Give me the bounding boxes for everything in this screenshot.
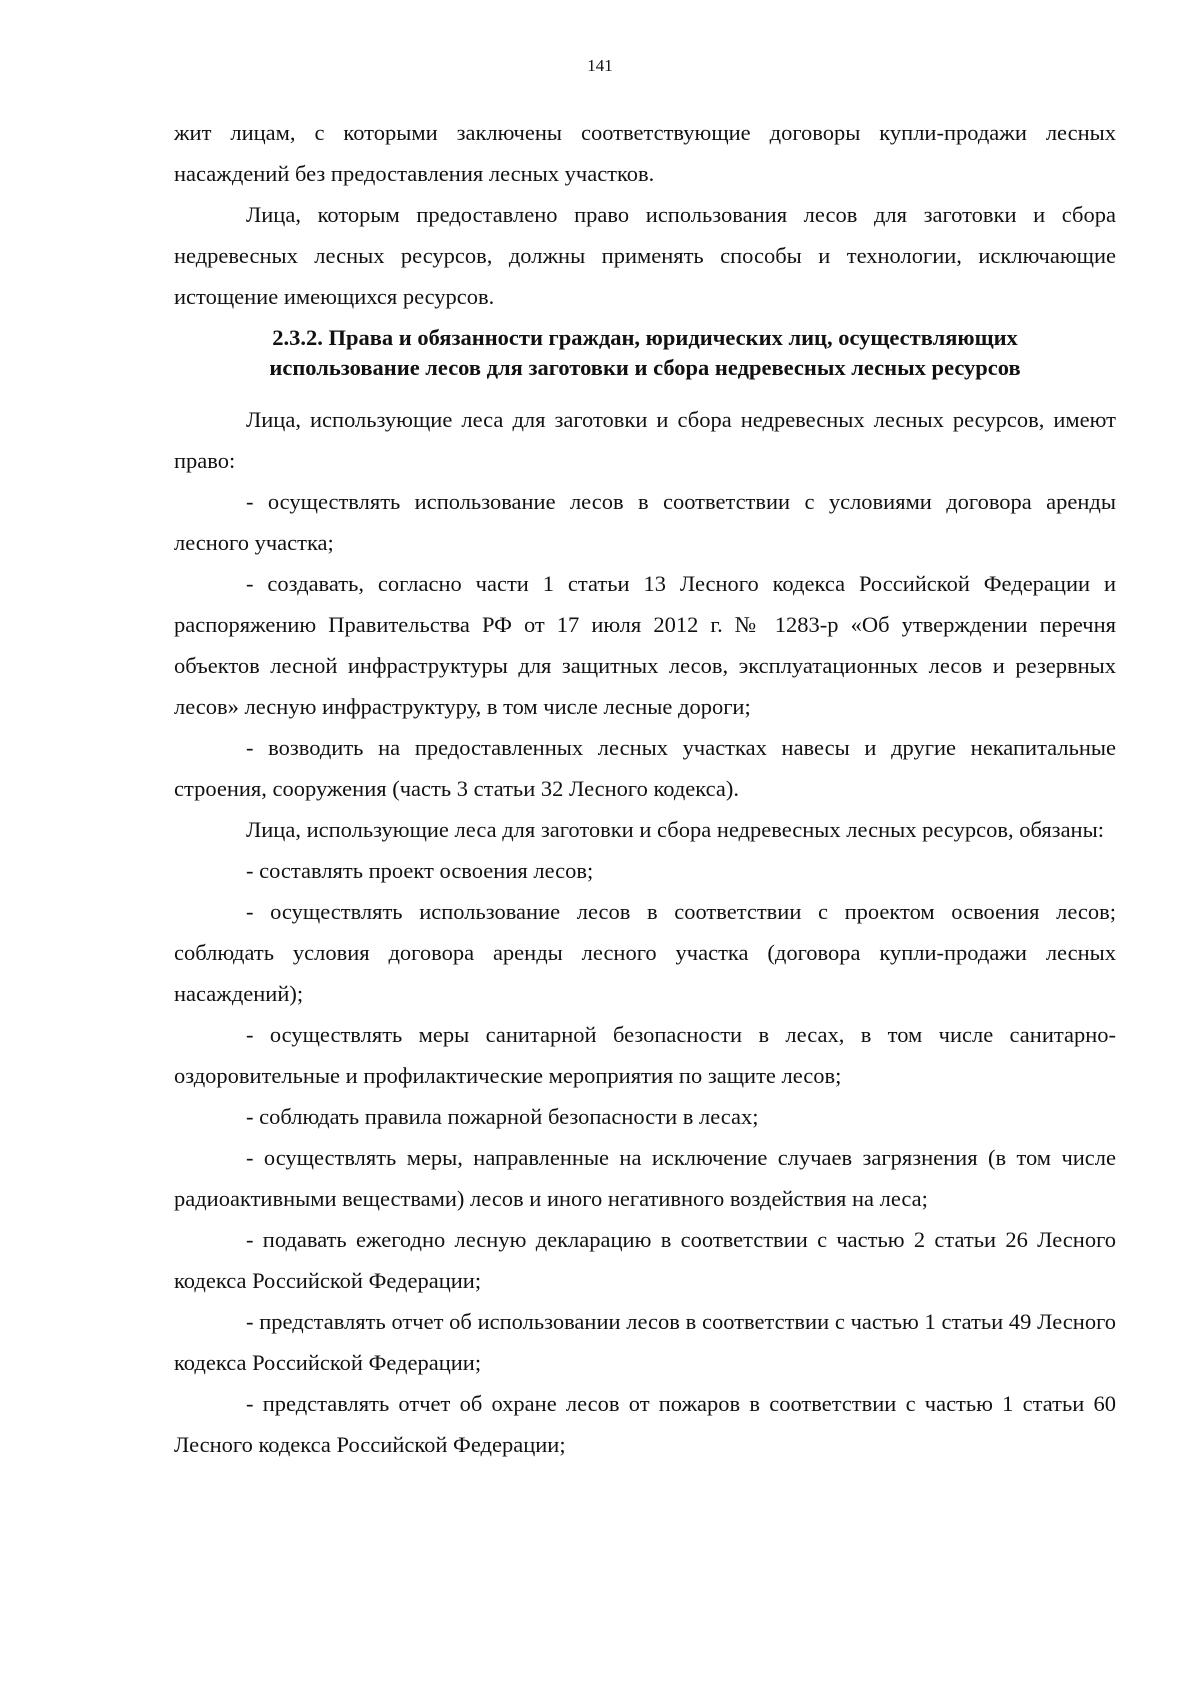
obligations-intro: Лица, использующие леса для заготовки и сбора недревесных лесных ресурсов, обязаны: [246,817,1104,842]
paragraph-continuation: жит лицам, с которыми заключены соответствующие договоры купли-продажи лесных насаждений без предоставления лесных участков. [174,120,1116,186]
obligations-item: - осуществлять меры, направленные на исключение случаев загрязнения (в том числе радиоактивными веществами) лесов и иного негативного воздействия на леса; [174,1145,1116,1211]
obligations-item: - представлять отчет об использовании лесов в соответствии с частью 1 статьи 49 Лесного кодекса Российской Федерации; [174,1309,1116,1375]
section-heading-line-1: 2.3.2. Права и обязанности граждан, юридических лиц, осуществляющих [272,325,1018,350]
rights-item: - возводить на предоставленных лесных участках навесы и другие некапитальные строения, сооружения (часть 3 статьи 32 Лесного кодекса). [174,735,1116,801]
section-heading-line-2: использование лесов для заготовки и сбора недревесных лесных ресурсов [269,355,1021,380]
rights-intro: Лица, использующие леса для заготовки и сбора недревесных лесных ресурсов, имеют право: [174,407,1116,473]
rights-item: - создавать, согласно части 1 статьи 13 Лесного кодекса Российской Федерации и распоряжению Правительства РФ от 17 июля 2012 г. № 1283-р «Об утверждении перечня объектов лесной инфраструктуры для защитных лесов, эксплуатационных лесов и резервных лесов» лесную инфраструктуру, в том числе лесные дороги; [174,571,1116,719]
obligations-item: - осуществлять меры санитарной безопасности в лесах, в том числе санитарно-оздоровительные и профилактические мероприятия по защите лесов; [174,1022,1116,1088]
paragraph-resource-exhaustion: Лица, которым предоставлено право использования лесов для заготовки и сбора недревесных лесных ресурсов, должны применять способы и технологии, исключающие истощение имеющихся ресурсов. [174,202,1116,309]
obligations-item: - осуществлять использование лесов в соответствии с проектом освоения лесов; соблюдать условия договора аренды лесного участка (договора купли-продажи лесных насаждений); [174,899,1116,1006]
page-number: 141 [587,56,613,75]
rights-item: - осуществлять использование лесов в соответствии с условиями договора аренды лесного участка; [174,489,1116,555]
section-heading [174,323,1116,383]
page-content [174,112,1116,1465]
obligations-item: - представлять отчет об охране лесов от пожаров в соответствии с частью 1 статьи 60 Лесного кодекса Российской Федерации; [174,1391,1116,1457]
obligations-item: - соблюдать правила пожарной безопасности в лесах; [246,1104,759,1129]
obligations-item: - подавать ежегодно лесную декларацию в соответствии с частью 2 статьи 26 Лесного кодекса Российской Федерации; [174,1227,1116,1293]
obligations-item: - составлять проект освоения лесов; [246,858,594,883]
